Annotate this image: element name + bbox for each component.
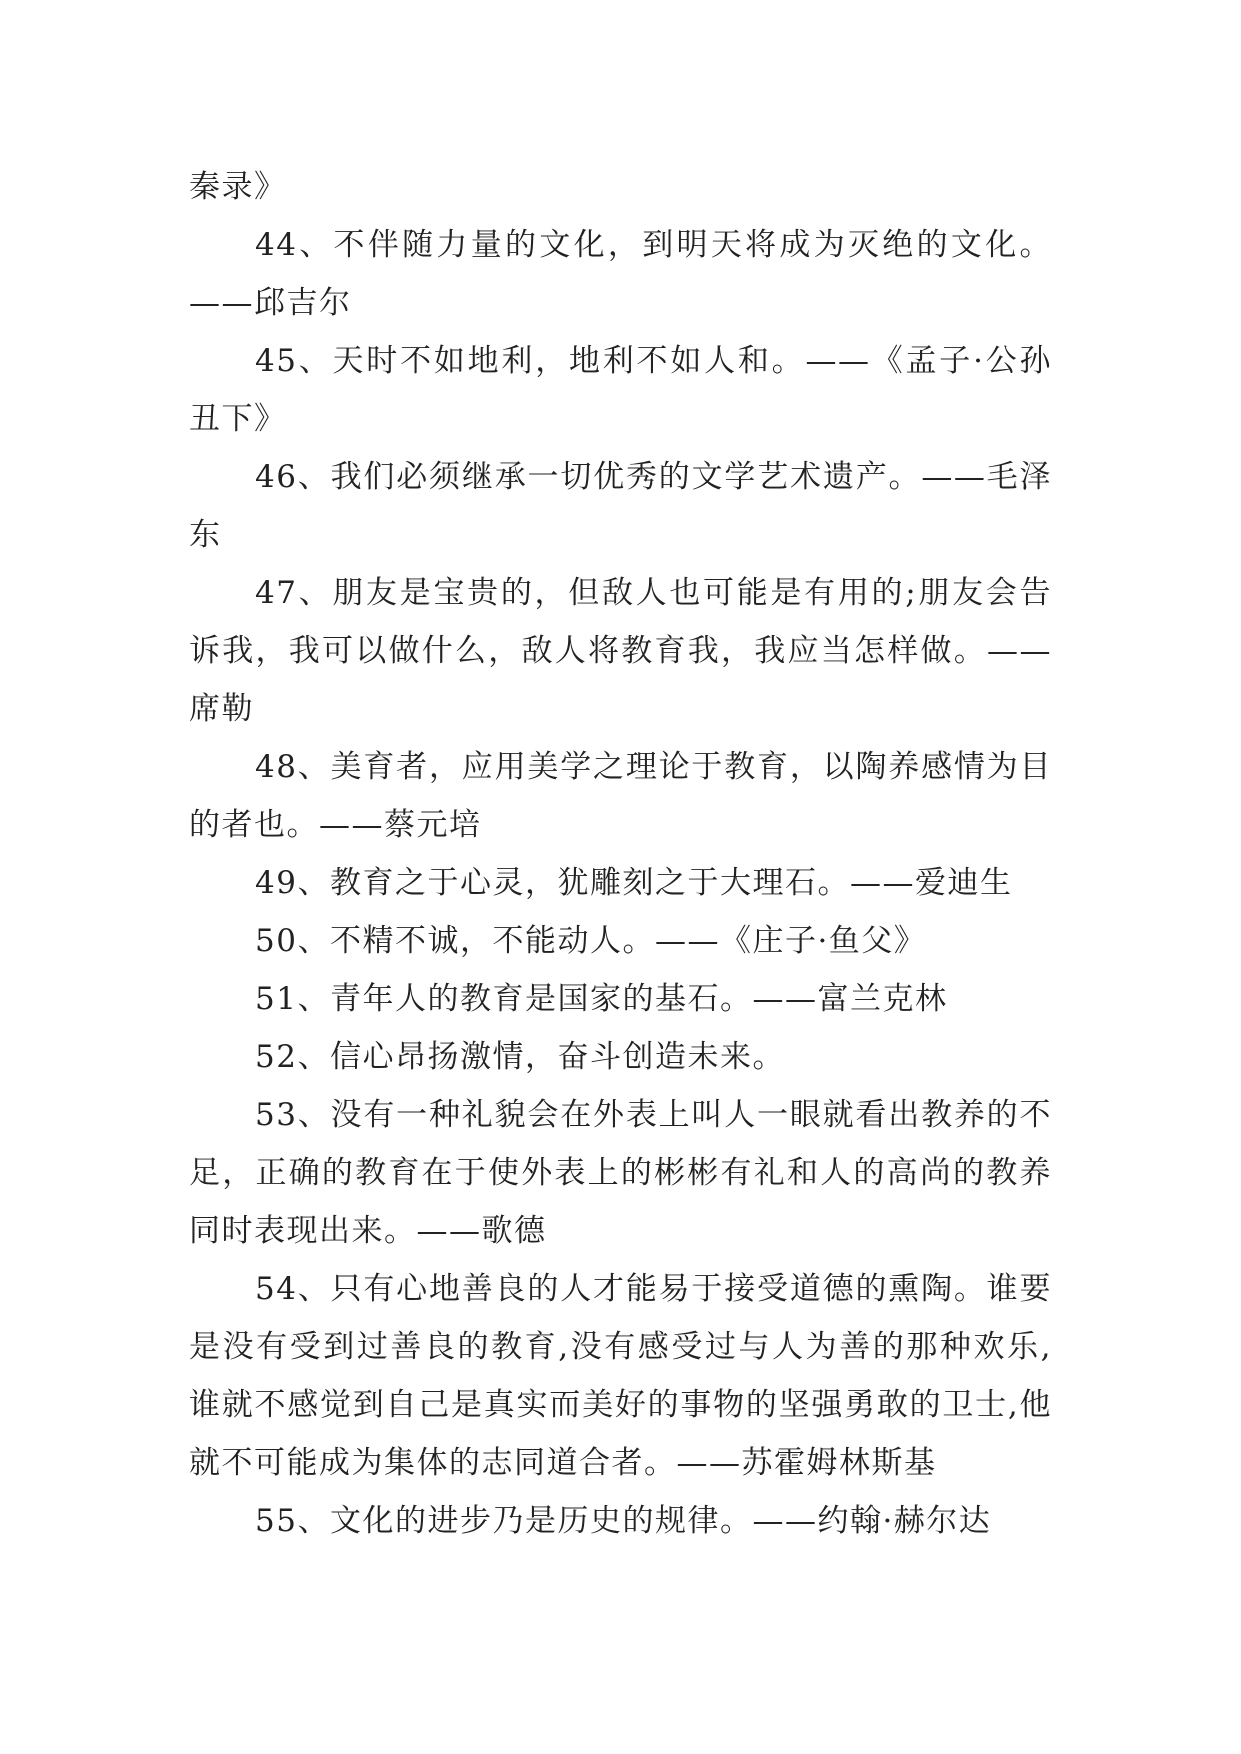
quote-55: 55、文化的进步乃是历史的规律。——约翰·赫尔达 (255, 1503, 992, 1539)
quote-53: 53、没有一种礼貌会在外表上叫人一眼就看出教养的不足，正确的教育在于使外表上的彬彬有礼和人的高尚的教养同时表现出来。——歌德 (189, 1097, 1052, 1249)
quote-51: 51、青年人的教育是国家的基石。——富兰克林 (255, 981, 948, 1017)
paragraph-continuation: 秦录》 (189, 169, 287, 205)
quote-44: 44、不伴随力量的文化，到明天将成为灭绝的文化。——邱吉尔 (189, 227, 1052, 321)
quote-45: 45、天时不如地利，地利不如人和。——《孟子·公孙丑下》 (189, 343, 1052, 437)
quote-49: 49、教育之于心灵，犹雕刻之于大理石。——爱迪生 (255, 865, 1013, 901)
document-body (189, 158, 1052, 1550)
quote-52: 52、信心昂扬激情，奋斗创造未来。 (255, 1039, 785, 1075)
quote-47: 47、朋友是宝贵的，但敌人也可能是有用的;朋友会告诉我，我可以做什么，敌人将教育我，我应当怎样做。——席勒 (189, 575, 1052, 727)
quote-50: 50、不精不诚，不能动人。——《庄子·鱼父》 (255, 923, 927, 959)
quote-54: 54、只有心地善良的人才能易于接受道德的熏陶。谁要是没有受到过善良的教育,没有感受过与人为善的那种欢乐,谁就不感觉到自己是真实而美好的事物的坚强勇敢的卫士,他就不可能成为集体的志同道合者。——苏霍姆林斯基 (189, 1271, 1052, 1481)
quote-46: 46、我们必须继承一切优秀的文学艺术遗产。——毛泽东 (189, 459, 1052, 553)
quote-48: 48、美育者，应用美学之理论于教育，以陶养感情为目的者也。——蔡元培 (189, 749, 1052, 843)
